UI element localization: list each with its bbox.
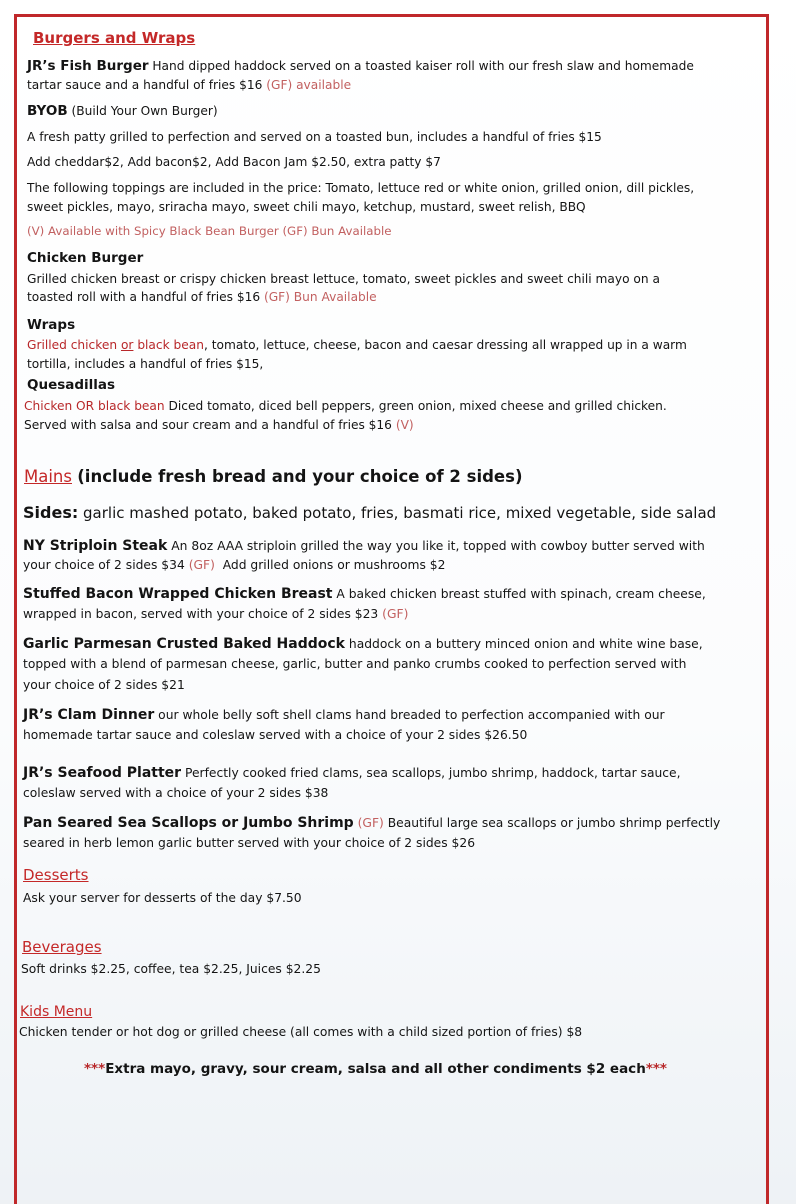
stars-right: *** bbox=[645, 1061, 667, 1077]
quesadilla-option: Chicken OR black bean bbox=[24, 399, 165, 413]
item-name: JR’s Clam Dinner bbox=[23, 707, 155, 723]
item-desc: A baked chicken breast stuffed with spinach, cream cheese, bbox=[336, 587, 706, 601]
item-desc: Hand dipped haddock served on a toasted kaiser roll with our fresh slaw and homemade bbox=[152, 59, 694, 73]
item-desc: your choice of 2 sides $21 bbox=[23, 678, 185, 692]
item-desc: Perfectly cooked fried clams, sea scallops, jumbo shrimp, haddock, tartar sauce, bbox=[184, 766, 681, 780]
item-fish-burger bbox=[27, 58, 694, 74]
condiments-text: Extra mayo, gravy, sour cream, salsa and all other condiments $2 each bbox=[105, 1061, 646, 1077]
item-name: BYOB bbox=[27, 103, 68, 119]
item-name: JR’s Seafood Platter bbox=[23, 765, 182, 781]
item-desc: tortilla, includes a handful of fries $15, bbox=[27, 357, 264, 371]
item-subtitle: (Build Your Own Burger) bbox=[71, 104, 218, 118]
item-desc: topped with a blend of parmesan cheese, garlic, butter and panko crumbs cooked to perfection served with bbox=[23, 657, 687, 671]
item-desc-line bbox=[24, 399, 667, 413]
item-toppings: The following toppings are included in the price: Tomato, lettuce red or white onion, grilled onion, dill pickles, bbox=[27, 181, 695, 195]
section-title-desserts: Desserts bbox=[23, 866, 89, 884]
item-seafood-platter bbox=[23, 765, 681, 781]
item-desc-line bbox=[27, 338, 687, 352]
item-desc-line bbox=[27, 78, 351, 92]
beverages-desc: Soft drinks $2.25, coffee, tea $2.25, Juices $2.25 bbox=[21, 962, 321, 976]
item-desc: our whole belly soft shell clams hand breaded to perfection accompanied with our bbox=[158, 708, 665, 722]
item-desc: Served with salsa and sour cream and a handful of fries $16 bbox=[24, 418, 392, 432]
item-desc: A fresh patty grilled to perfection and served on a toasted bun, includes a handful of fries $15 bbox=[27, 130, 602, 144]
sides-line bbox=[23, 503, 716, 522]
item-name: JR’s Fish Burger bbox=[27, 58, 149, 74]
kids-desc: Chicken tender or hot dog or grilled cheese (all comes with a child sized portion of fries) $8 bbox=[19, 1025, 583, 1039]
item-name-wraps: Wraps bbox=[27, 317, 76, 333]
item-addon: Add grilled onions or mushrooms $2 bbox=[222, 558, 446, 572]
item-desc: haddock on a buttery minced onion and white wine base, bbox=[348, 637, 703, 651]
item-desc: seared in herb lemon garlic butter served with your choice of 2 sides $26 bbox=[23, 836, 476, 850]
section-title-beverages: Beverages bbox=[22, 938, 102, 956]
stars-left: *** bbox=[84, 1061, 106, 1077]
gf-note: (GF) bbox=[357, 816, 384, 830]
item-name: Pan Seared Sea Scallops or Jumbo Shrimp bbox=[23, 815, 354, 831]
item-desc: your choice of 2 sides $34 bbox=[23, 558, 185, 572]
gf-note: (GF) Bun Available bbox=[263, 290, 377, 304]
item-haddock bbox=[23, 636, 703, 652]
wrap-or: or bbox=[120, 338, 134, 352]
item-desc: coleslaw served with a choice of your 2 sides $38 bbox=[23, 786, 329, 800]
item-desc: wrapped in bacon, served with your choice of 2 sides $23 bbox=[23, 607, 379, 621]
item-desc: Beautiful large sea scallops or jumbo shrimp perfectly bbox=[387, 816, 721, 830]
section-title-burgers: Burgers and Wraps bbox=[33, 29, 196, 47]
sides-label: Sides: bbox=[23, 503, 79, 522]
veg-note: (V) Available with Spicy Black Bean Burger (GF) Bun Available bbox=[27, 224, 392, 238]
item-desc: tartar sauce and a handful of fries $16 bbox=[27, 78, 263, 92]
gf-note: (GF) available bbox=[266, 78, 352, 92]
item-desc-line bbox=[23, 558, 445, 572]
wrap-option: black bean bbox=[137, 338, 204, 352]
condiments-note bbox=[84, 1061, 667, 1077]
item-desc: , tomato, lettuce, cheese, bacon and caesar dressing all wrapped up in a warm bbox=[203, 338, 687, 352]
item-desc-line bbox=[23, 607, 408, 621]
section-title-kids: Kids Menu bbox=[20, 1004, 93, 1020]
sides-list: garlic mashed potato, baked potato, fries, basmati rice, mixed vegetable, side salad bbox=[83, 504, 717, 522]
section-note: (include fresh bread and your choice of 2 sides) bbox=[77, 467, 523, 486]
item-desc: homemade tartar sauce and coleslaw served with a choice of your 2 sides $26.50 bbox=[23, 728, 528, 742]
gf-note: (GF) bbox=[188, 558, 215, 572]
desserts-desc: Ask your server for desserts of the day $7.50 bbox=[23, 891, 302, 905]
item-name: NY Striploin Steak bbox=[23, 538, 168, 554]
item-desc-line bbox=[24, 418, 414, 432]
item-name: Garlic Parmesan Crusted Baked Haddock bbox=[23, 636, 345, 652]
item-name-chicken-burger: Chicken Burger bbox=[27, 250, 144, 266]
item-toppings: sweet pickles, mayo, sriracha mayo, sweet chili mayo, ketchup, mustard, sweet relish, BBQ bbox=[27, 200, 586, 214]
item-steak bbox=[23, 538, 705, 554]
item-name: Stuffed Bacon Wrapped Chicken Breast bbox=[23, 586, 333, 602]
item-byob bbox=[27, 103, 218, 119]
section-title: Mains bbox=[24, 467, 72, 486]
veg-note: (V) bbox=[395, 418, 414, 432]
item-addons: Add cheddar$2, Add bacon$2, Add Bacon Jam $2.50, extra patty $7 bbox=[27, 155, 441, 169]
wrap-option: Grilled chicken bbox=[27, 338, 118, 352]
item-stuffed-chicken bbox=[23, 586, 706, 602]
item-desc: Grilled chicken breast or crispy chicken breast lettuce, tomato, sweet pickles and sweet chili mayo on a bbox=[27, 272, 660, 286]
item-desc: Diced tomato, diced bell peppers, green onion, mixed cheese and grilled chicken. bbox=[168, 399, 667, 413]
item-scallops bbox=[23, 815, 720, 831]
item-desc: An 8oz AAA striploin grilled the way you like it, topped with cowboy butter served with bbox=[171, 539, 705, 553]
section-title-mains bbox=[24, 467, 522, 486]
item-desc: toasted roll with a handful of fries $16 bbox=[27, 290, 261, 304]
item-name-quesadillas: Quesadillas bbox=[27, 377, 116, 393]
gf-note: (GF) bbox=[382, 607, 409, 621]
item-clam-dinner bbox=[23, 707, 665, 723]
item-desc-line bbox=[27, 290, 377, 304]
